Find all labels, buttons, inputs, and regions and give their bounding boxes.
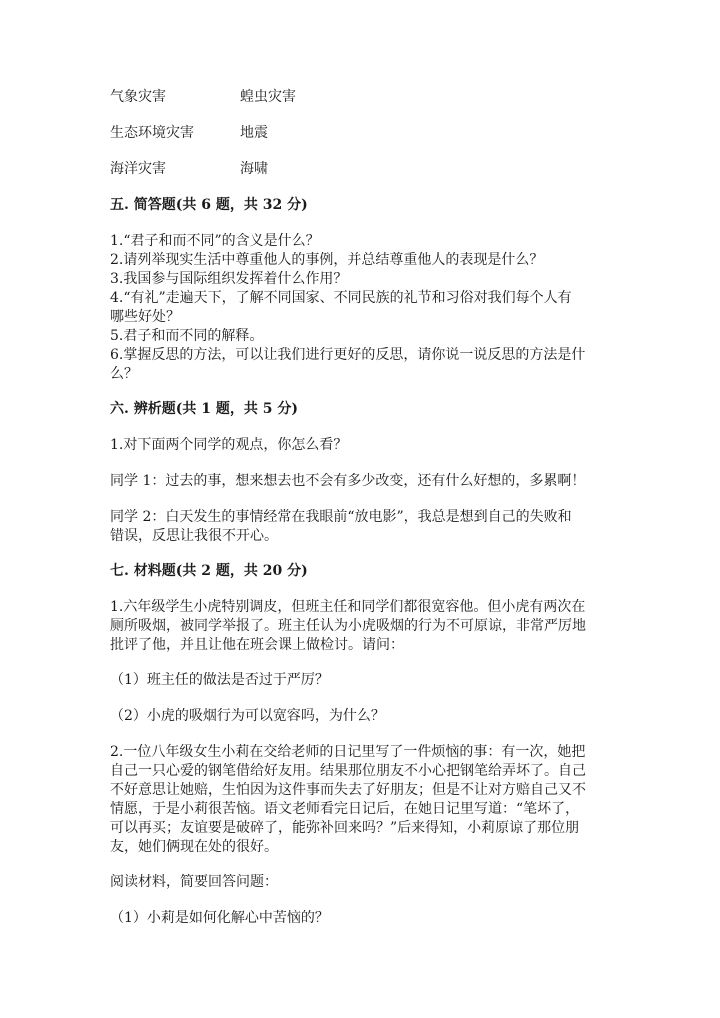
section-6-title: 六. 辨析题(共 1 题，共 5 分) — [110, 401, 298, 417]
section-5-line-7: 6.掌握反思的方法，可以让我们进行更好的反思，请你说一说反思的方法是什 — [110, 347, 586, 363]
section-5-line-8: 么？ — [110, 366, 138, 382]
section-6-student-2-line-1: 同学 2：白天发生的事情经常在我眼前“放电影”，我总是想到自己的失败和 — [110, 509, 572, 525]
section-7-q1-line-3: 批评了他，并且让他在班会课上做检讨。请问： — [110, 637, 404, 653]
section-7-q2-line-5: 可以再买；友谊要是破碎了，能弥补回来吗？”后来得知，小莉原谅了那位朋 — [110, 820, 580, 836]
section-7-q2-line-1: 2.一位八年级女生小莉在交给老师的日记里写了一件烦恼的事：有一次，她把 — [110, 744, 586, 760]
section-5-title: 五. 简答题(共 6 题，共 32 分) — [110, 197, 308, 213]
section-7-q1-line-1: 1.六年级学生小虎特别调皮，但班主任和同学们都很宽容他。但小虎有两次在 — [110, 599, 586, 615]
section-7-q2-line-6: 友，她们俩现在处的很好。 — [110, 839, 278, 855]
section-6-student-1: 同学 1：过去的事，想来想去也不会有多少改变，还有什么好想的，多累啊！ — [110, 473, 586, 489]
pair-right-1: 蝗虫灾害 — [240, 89, 296, 105]
section-7-q2-line-3: 不好意思让她赔，生怕因为这件事而失去了好朋友；但是不让对方赔自己又不 — [110, 782, 586, 798]
section-7-q1-line-2: 厕所吸烟，被同学举报了。班主任认为小虎吸烟的行为不可原谅，非常严厉地 — [110, 618, 586, 634]
section-7-q2-sub-1: （1）小莉是如何化解心中苦恼的？ — [110, 910, 329, 926]
section-5-line-1: 1.“君子和而不同”的含义是什么？ — [110, 233, 320, 249]
section-6-student-2-line-2: 错误，反思让我很不开心。 — [110, 528, 278, 544]
section-7-q1-sub-1: （1）班主任的做法是否过于严厉？ — [110, 672, 329, 688]
pair-right-3: 海啸 — [240, 161, 268, 177]
section-5-line-5: 哪些好处？ — [110, 309, 180, 325]
section-7-q2-line-4: 情愿，于是小莉很苦恼。语文老师看完日记后，在她日记里写道：“笔坏了， — [110, 801, 580, 817]
section-7-q1-sub-2: （2）小虎的吸烟行为可以宽容吗，为什么？ — [110, 708, 385, 724]
section-5-line-6: 5.君子和而不同的解释。 — [110, 328, 264, 344]
pair-left-3: 海洋灾害 — [110, 161, 166, 177]
section-7-title: 七. 材料题(共 2 题，共 20 分) — [110, 563, 308, 579]
section-5-line-4: 4.“有礼”走遍天下，了解不同国家、不同民族的礼节和习俗对我们每个人有 — [110, 290, 572, 306]
pair-left-1: 气象灾害 — [110, 89, 166, 105]
section-5-line-2: 2.请列举现实生活中尊重他人的事例，并总结尊重他人的表现是什么？ — [110, 252, 544, 268]
pair-left-2: 生态环境灾害 — [110, 125, 194, 141]
pair-right-2: 地震 — [240, 125, 268, 141]
section-6-question: 1.对下面两个同学的观点，你怎么看？ — [110, 437, 348, 453]
section-5-line-3: 3.我国参与国际组织发挥着什么作用？ — [110, 271, 348, 287]
section-7-q2-prompt: 阅读材料，简要回答问题： — [110, 874, 278, 890]
section-7-q2-line-2: 自己一只心爱的钢笔借给好友用。结果那位朋友不小心把钢笔给弄坏了。自己 — [110, 763, 586, 779]
